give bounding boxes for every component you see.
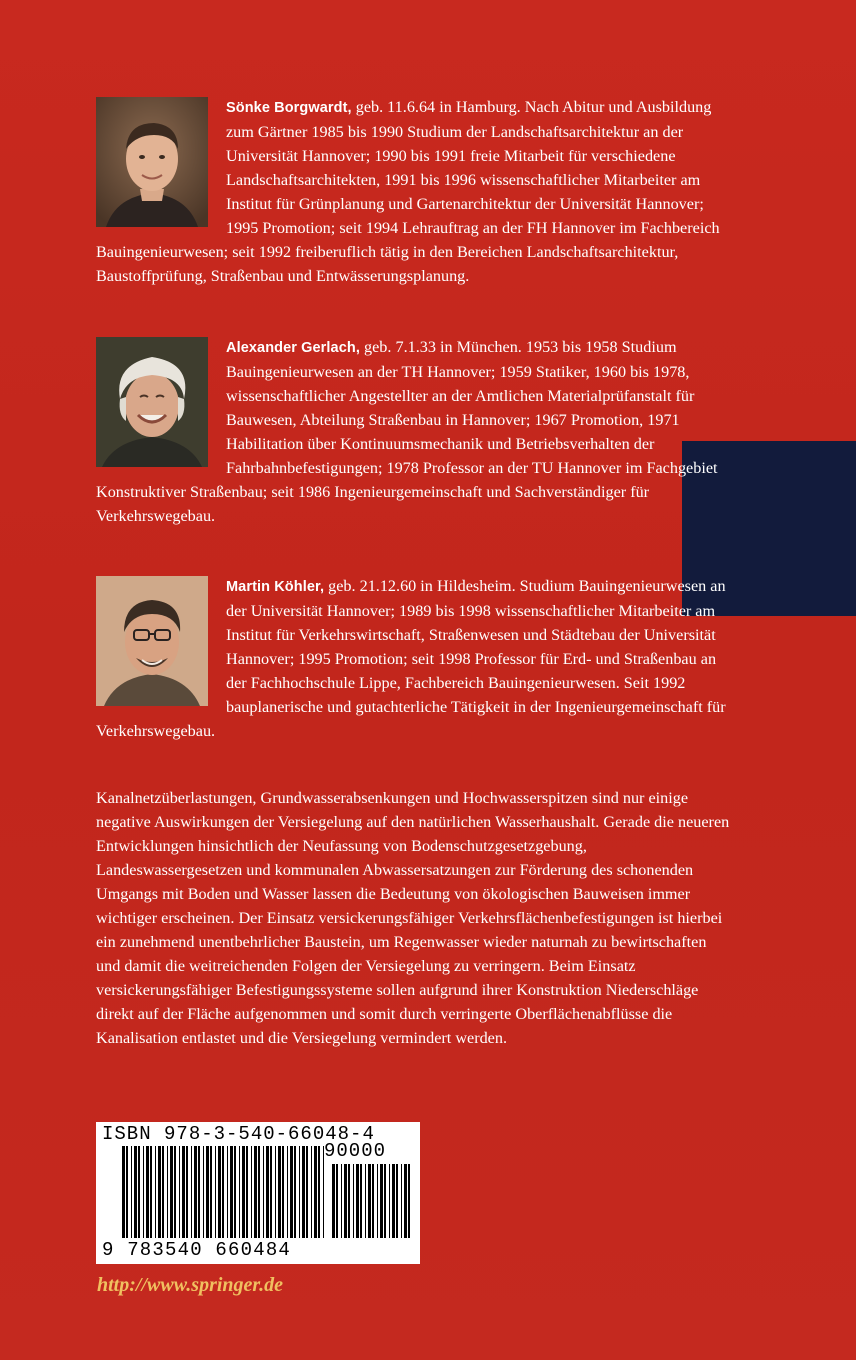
barcode-bar [251,1146,252,1238]
barcode-bar [230,1146,233,1238]
barcode-bar [150,1146,152,1238]
barcode-bar [336,1164,338,1238]
barcode-bar [270,1146,272,1238]
barcode-bar [131,1146,132,1238]
barcode-bar [341,1164,342,1238]
barcode-bar [198,1146,200,1238]
barcode-bar [348,1164,350,1238]
bio-paragraph [96,95,736,288]
barcode-bar [408,1164,410,1238]
barcode-bar [194,1146,197,1238]
barcode-digits: 9 783540 660484 [102,1239,292,1261]
barcode-bar [344,1164,347,1238]
barcode-bar [179,1146,180,1238]
barcode-bar [392,1164,395,1238]
barcode-bar [365,1164,366,1238]
barcode-bar [206,1146,209,1238]
barcode-bar [275,1146,276,1238]
barcode-bar [239,1146,240,1238]
barcode-bar [311,1146,312,1238]
barcode-bar [290,1146,293,1238]
isbn-label: ISBN 978-3-540-66048-4 [102,1123,375,1145]
barcode-bar [254,1146,257,1238]
barcode-bar [332,1164,335,1238]
barcode-bar [174,1146,176,1238]
barcode-bar [155,1146,156,1238]
barcode-bar [242,1146,245,1238]
barcode-bar [143,1146,144,1238]
barcode-bar [170,1146,173,1238]
barcode-bar [218,1146,221,1238]
barcode-bar [138,1146,140,1238]
author-name: Martin Köhler, [226,579,325,595]
author-photo-gerlach [96,337,208,467]
barcode-bar [122,1146,125,1238]
barcode-bar [380,1164,383,1238]
barcode-bar [384,1164,386,1238]
barcode-bar [134,1146,137,1238]
author-name: Sönke Borgwardt, [226,100,352,116]
author-name: Alexander Gerlach, [226,340,360,356]
barcode-bar [368,1164,371,1238]
author-bio-gerlach [96,335,736,528]
barcode-bar [126,1146,128,1238]
author-description: geb. 11.6.64 in Hamburg. Nach Abitur und Ausbildung zum Gärtner 1985 bis 1990 Studium der Landschaftsarchitektur an der Universität Hannover; 1990 bis 1991 freie Mitarbeit für verschiedene Landschaftsarchitekten, 1991 bis 1996 wissenschaftlicher Mitarbeiter am Institut für Grünplanung und Gartenarchitektur der Universität Hannover; 1995 Promotion; seit 1994 Lehrauftrag an der FH Hannover im Fachbereich Bauingenieurwesen; seit 1992 freiberuflich tätig in den Bereichen Landschaftsarchitektur, Baustoffprüfung, Straßenbau und Entwässerungsplanung. [96,98,720,285]
barcode-bar [377,1164,378,1238]
book-description: Kanalnetzüberlastungen, Grundwasserabsenkungen und Hochwasserspitzen sind nur einige negative Auswirkungen der Versiegelung auf den natürlichen Wasserhaushalt. Gerade die neueren Entwicklungen hinsichtlich der Neufassung von Bodenschutzgesetzgebung, Landeswassergesetzen und kommunalen Abwassersatzungen zur Förderung des schonenden Umgangs mit Boden und Wasser lassen die Bedeutung von ökologischen Bauweisen immer wichtiger erscheinen. Der Einsatz versickerungsfähiger Verkehrsflächenbefestigungen ist hierbei ein zunehmend unentbehrlicher Baustein, um Regenwasser wieder naturnah zu bewirtschaften und damit die weitreichenden Folgen der Versiegelung zu verringern. Beim Einsatz versickerungsfähiger Befestigungssysteme sollen aufgrund ihrer Konstruktion Niederschläge direkt auf der Fläche aufgenommen und somit durch verringerte Oberflächenabflüsse die Kanalisation entlastet und die Versiegelung vermindert werden. [96,789,730,1047]
barcode-bar [167,1146,168,1238]
price-code: 90000 [324,1140,387,1162]
isbn-barcode [96,1122,420,1264]
barcode-bar [356,1164,359,1238]
barcode-bar [246,1146,248,1238]
barcode-bar [162,1146,164,1238]
barcode-bar [158,1146,161,1238]
barcode-bar [258,1146,260,1238]
barcode-bar [146,1146,149,1238]
barcode-bar [299,1146,300,1238]
author-description: geb. 21.12.60 in Hildesheim. Studium Bauingenieurwesen an der Universität Hannover; 1989 bis 1998 wissenschaftlicher Mitarbeiter am Institut für Verkehrswirtschaft, Straßenwesen und Städtebau der Universität Hannover; 1995 Promotion; seit 1998 Professor für Erd- und Straßenbau an der Fachhochschule Lippe, Fachbereich Bauingenieurwesen. Seit 1992 bauplanerische und gutachterliche Tätigkeit in der Ingenieurgemeinschaft für Verkehrswegebau. [96,577,726,740]
author-bio-koehler [96,574,736,743]
barcode-bar [266,1146,269,1238]
barcode-bar [372,1164,374,1238]
barcode-bar [263,1146,264,1238]
barcode-bar [396,1164,398,1238]
barcode-bar [401,1164,402,1238]
barcode-bar [389,1164,390,1238]
barcode-bar [186,1146,188,1238]
author-photo-koehler [96,576,208,706]
author-description: geb. 7.1.33 in München. 1953 bis 1958 Studium Bauingenieurwesen an der TH Hannover; 1959 Statiker, 1960 bis 1978, wissenschaftlicher Angestellter an der Amtlichen Materialprüfanstalt für Bauwesen, Abteilung Straßenbau in Hannover; 1967 Promotion, 1971 Habilitation über Kontinuumsmechanik und Betriebsverhalten der Fahrbahnbefestigungen; 1978 Professor an der TU Hannover im Fachgebiet Konstruktiver Straßenbau; seit 1986 Ingenieurgemeinschaft und Sachverständiger für Verkehrswegebau. [96,338,718,525]
bio-paragraph [96,335,736,528]
author-photo-borgwardt [96,97,208,227]
barcode-bar [353,1164,354,1238]
barcode-bar [318,1146,320,1238]
barcode-bar [203,1146,204,1238]
barcode-bar [287,1146,288,1238]
publisher-url[interactable]: http://www.springer.de [97,1274,283,1296]
barcode-bar [294,1146,296,1238]
barcode-bar [278,1146,281,1238]
barcode-bar [227,1146,228,1238]
barcode-bar [404,1164,407,1238]
barcode-bar [302,1146,305,1238]
barcode-bar [282,1146,284,1238]
barcode-bar [360,1164,362,1238]
barcode-bar [215,1146,216,1238]
barcode-bar [306,1146,308,1238]
barcode-bar [222,1146,224,1238]
barcode-bar [314,1146,317,1238]
author-bio-borgwardt [96,95,736,288]
bio-paragraph [96,574,736,743]
barcode-bar [191,1146,192,1238]
barcode-bar [182,1146,185,1238]
barcode-bar [210,1146,212,1238]
barcode-bar [234,1146,236,1238]
